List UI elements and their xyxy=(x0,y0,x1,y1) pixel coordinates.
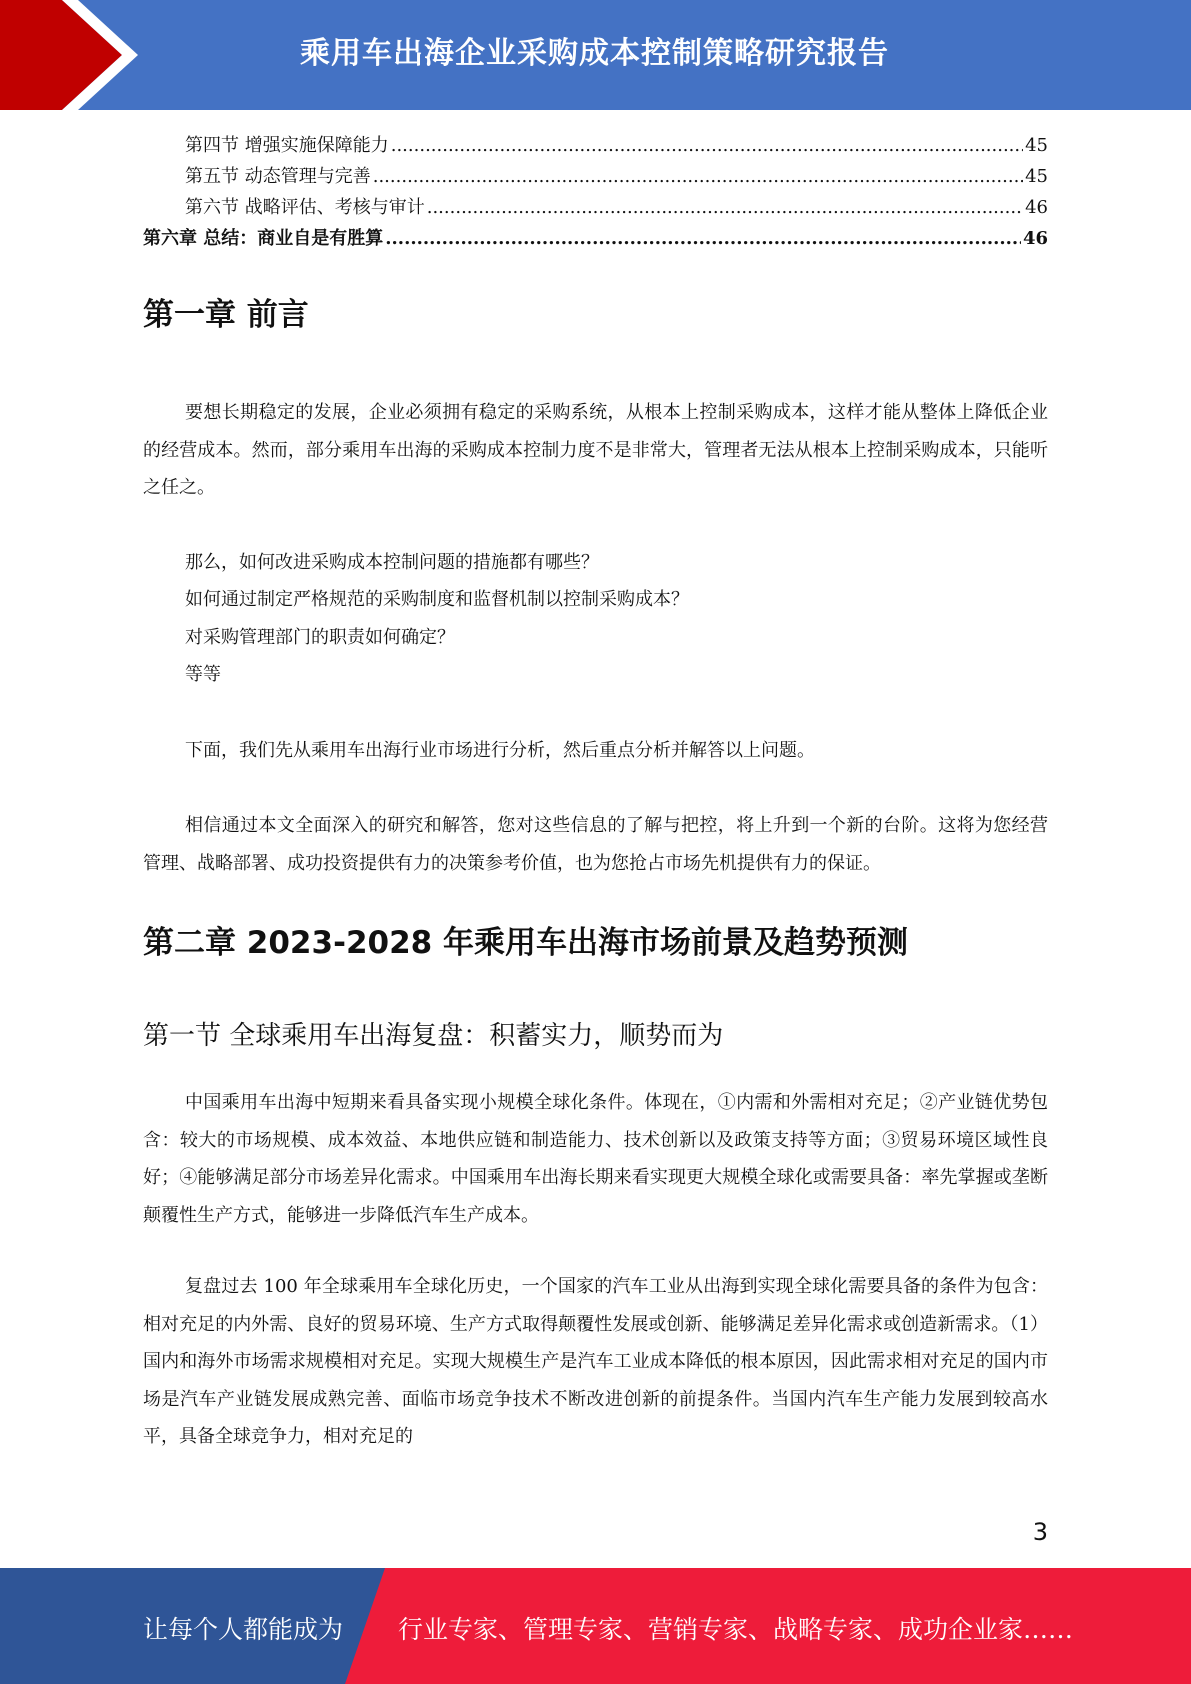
footer-slogan-right: 行业专家、管理专家、营销专家、战略专家、成功企业家…… xyxy=(398,1615,1074,1644)
toc-entry-page: 46 xyxy=(1022,228,1048,249)
toc-leader-dots xyxy=(373,161,1023,192)
toc-entry-label: 第六章 总结：商业自是有胜算 xyxy=(143,228,384,249)
toc-entry-chapter[interactable] xyxy=(143,223,1048,254)
question-line: 等等 xyxy=(185,664,221,685)
question-line: 那么，如何改进采购成本控制问题的措施都有哪些？ xyxy=(185,551,599,573)
toc-entry-page: 45 xyxy=(1025,135,1048,156)
main-content xyxy=(143,290,1048,1456)
toc-leader-dots xyxy=(385,223,1021,254)
page-number: 3 xyxy=(1032,1518,1048,1546)
toc-entry-label: 第六节 战略评估、考核与审计 xyxy=(185,197,425,218)
paragraph: 相信通过本文全面深入的研究和解答，您对这些信息的了解与把控，将上升到一个新的台阶。这将为您经营管理、战略部署、成功投资提供有力的决策参考价值，也为您抢占市场先机提供有力的保证。 xyxy=(143,815,1048,874)
toc-entry[interactable] xyxy=(143,130,1048,161)
header-chevron-decoration xyxy=(0,0,160,110)
toc-leader-dots xyxy=(427,192,1023,223)
toc-entry-label: 第五节 动态管理与完善 xyxy=(185,166,371,187)
toc-entry[interactable] xyxy=(143,161,1048,192)
chapter-2-heading: 第二章 2023-2028 年乘用车出海市场前景及趋势预测 xyxy=(143,925,909,961)
toc-entry-page: 45 xyxy=(1025,166,1048,187)
paragraph: 要想长期稳定的发展，企业必须拥有稳定的采购系统，从根本上控制采购成本，这样才能从整体上降低企业的经营成本。然而，部分乘用车出海的采购成本控制力度不是非常大，管理者无法从根本上控制采购成本，只能听之任之。 xyxy=(143,402,1048,498)
toc-leader-dots xyxy=(391,130,1023,161)
report-title: 乘用车出海企业采购成本控制策略研究报告 xyxy=(300,36,889,71)
toc-entry-label: 第四节 增强实施保障能力 xyxy=(185,135,389,156)
footer-slogan-left: 让每个人都能成为 xyxy=(143,1615,344,1644)
chapter-1-heading: 第一章 前言 xyxy=(143,297,309,333)
section-heading: 第一节 全球乘用车出海复盘：积蓄实力，顺势而为 xyxy=(143,1021,724,1051)
table-of-contents xyxy=(143,130,1048,254)
question-line: 对采购管理部门的职责如何确定？ xyxy=(185,626,455,648)
page-footer xyxy=(0,1568,1191,1684)
question-line: 如何通过制定严格规范的采购制度和监督机制以控制采购成本？ xyxy=(185,589,689,610)
paragraph: 复盘过去 100 年全球乘用车全球化历史，一个国家的汽车工业从出海到实现全球化需要具备的条件为包含：相对充足的内外需、良好的贸易环境、生产方式取得颠覆性发展或创新、能够满足差异化需求或创造新需求。（1）国内和海外市场需求规模相对充足。实现大规模生产是汽车工业成本降低的根本原因，因此需求相对充足的国内市场是汽车产业链发展成熟完善、面临市场竞争技术不断改进创新的前提条件。当国内汽车生产能力发展到较高水平，具备全球竞争力，相对充足的 xyxy=(143,1276,1048,1447)
paragraph: 下面，我们先从乘用车出海行业市场进行分析，然后重点分析并解答以上问题。 xyxy=(185,739,815,761)
page-header xyxy=(0,0,1191,110)
toc-entry[interactable] xyxy=(143,192,1048,223)
paragraph: 中国乘用车出海中短期来看具备实现小规模全球化条件。体现在，①内需和外需相对充足；②产业链优势包含：较大的市场规模、成本效益、本地供应链和制造能力、技术创新以及政策支持等方面；③贸易环境区域性良好；④能够满足部分市场差异化需求。中国乘用车出海长期来看实现更大规模全球化或需要具备：率先掌握或垄断颠覆性生产方式，能够进一步降低汽车生产成本。 xyxy=(143,1092,1048,1226)
toc-entry-page: 46 xyxy=(1025,197,1048,218)
